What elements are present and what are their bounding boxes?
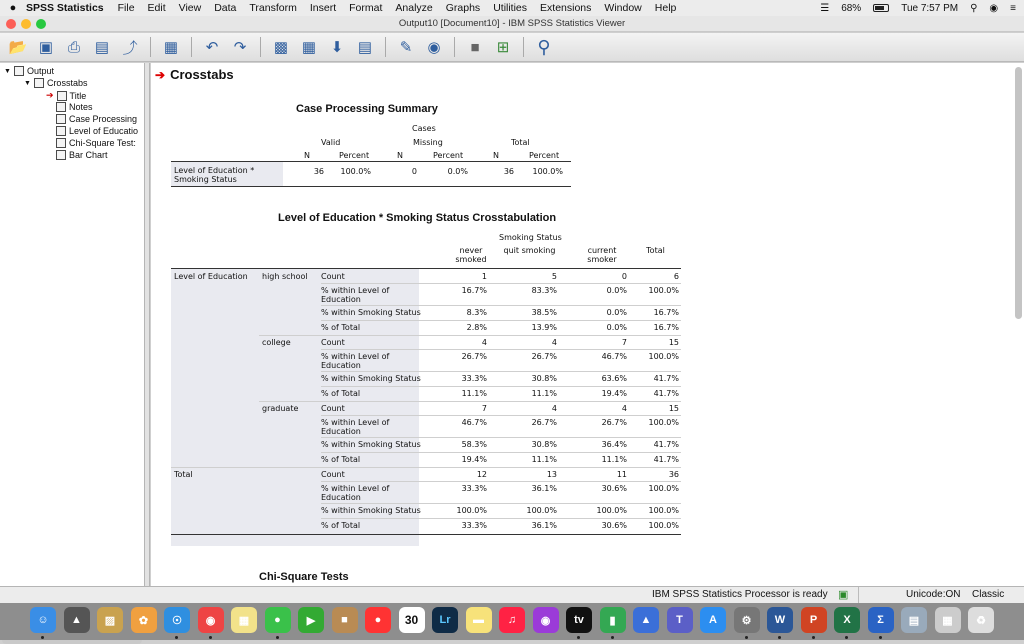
menu-edit[interactable]: Edit bbox=[147, 2, 166, 14]
row-divider bbox=[321, 518, 681, 519]
calendar-day: 30 bbox=[404, 613, 419, 627]
table-cell: 30.6% bbox=[601, 484, 627, 493]
section-heading: ➔ Crosstabs bbox=[155, 67, 234, 82]
table-cell: 0 bbox=[411, 167, 417, 176]
group-divider bbox=[259, 401, 681, 402]
group-label: high school bbox=[262, 272, 308, 281]
table-cell: 63.6% bbox=[601, 374, 627, 383]
output-book-icon bbox=[14, 66, 24, 76]
table-cell: 6 bbox=[673, 272, 679, 281]
table-cell: 4 bbox=[481, 338, 487, 347]
running-indicator bbox=[845, 636, 848, 639]
table-cell: 100.0% bbox=[648, 418, 679, 427]
table-cell: 100.0% bbox=[648, 484, 679, 493]
group-divider bbox=[259, 335, 681, 336]
stack-icon[interactable]: ▦ bbox=[935, 607, 961, 633]
outline-item-label: Level of Educatio bbox=[69, 126, 139, 136]
outline-item[interactable] bbox=[56, 138, 136, 148]
running-indicator bbox=[209, 636, 212, 639]
music-icon[interactable]: ♫ bbox=[499, 607, 525, 633]
table-cell: 26.7% bbox=[531, 352, 557, 361]
outline-item-label: Notes bbox=[69, 102, 93, 112]
menu-file[interactable]: File bbox=[117, 2, 135, 14]
row-divider bbox=[321, 320, 681, 321]
column-header: Total bbox=[646, 246, 665, 255]
running-indicator bbox=[41, 636, 44, 639]
table-cell: 33.3% bbox=[461, 374, 487, 383]
toolbar-separator bbox=[454, 37, 455, 57]
table-cell: 100.0% bbox=[648, 286, 679, 295]
tv-icon[interactable] bbox=[566, 607, 592, 633]
table-cell: 15 bbox=[668, 338, 679, 347]
column-subheader: Percent bbox=[339, 151, 370, 160]
statistic-label: Education bbox=[321, 295, 361, 304]
statistic-label: Count bbox=[321, 470, 345, 479]
menu-transform[interactable]: Transform bbox=[249, 2, 297, 14]
table-rule bbox=[171, 534, 681, 535]
spotlight-icon[interactable]: ⚲ bbox=[970, 2, 978, 14]
menu-graphs[interactable]: Graphs bbox=[445, 2, 481, 14]
menu-data[interactable]: Data bbox=[214, 2, 237, 14]
word-icon[interactable]: W bbox=[767, 607, 793, 633]
collapse-icon[interactable]: ■ bbox=[470, 38, 480, 56]
table-cell: 11.1% bbox=[531, 455, 557, 464]
menu-format[interactable]: Format bbox=[349, 2, 383, 14]
row-divider bbox=[321, 503, 681, 504]
statistic-label: % of Total bbox=[321, 323, 361, 332]
statistic-label: % within Level of bbox=[321, 286, 390, 295]
close-window-button[interactable] bbox=[6, 19, 16, 29]
column-subheader: N bbox=[304, 151, 310, 160]
running-indicator bbox=[778, 636, 781, 639]
launchpad-icon[interactable]: ▲ bbox=[64, 607, 90, 633]
table-cell: 2.8% bbox=[466, 323, 487, 332]
battery-icon[interactable] bbox=[873, 4, 889, 12]
finder-icon[interactable]: ☺ bbox=[30, 607, 56, 633]
table-cell: 41.7% bbox=[653, 455, 679, 464]
table-cell: 5 bbox=[551, 272, 557, 281]
redo-icon[interactable]: ↷ bbox=[233, 39, 247, 56]
menu-insert[interactable]: Insert bbox=[309, 2, 337, 14]
variables-icon[interactable]: ▤ bbox=[357, 39, 373, 56]
outline-crosstabs[interactable]: ▼ Crosstabs bbox=[24, 78, 88, 88]
statistic-label: % within Smoking Status bbox=[321, 308, 421, 317]
statistic-label: Education bbox=[321, 361, 361, 370]
minimize-window-button[interactable] bbox=[21, 19, 31, 29]
facetime-icon[interactable]: ▶ bbox=[298, 607, 324, 633]
table-cell: 13 bbox=[546, 470, 557, 479]
table-cell: 100.0% bbox=[648, 506, 679, 515]
outline-item[interactable] bbox=[56, 114, 137, 124]
table-cell: 26.7% bbox=[531, 418, 557, 427]
column-header: smoker bbox=[587, 255, 617, 264]
table-cell: 100.0% bbox=[596, 506, 627, 515]
table-cell: 19.4% bbox=[601, 389, 627, 398]
next-table-title: Chi-Square Tests bbox=[259, 571, 349, 583]
toolbar-separator bbox=[260, 37, 261, 57]
print-icon[interactable]: ⎙ bbox=[67, 38, 80, 56]
battery-percent: 68% bbox=[841, 2, 862, 14]
menu-window[interactable]: Window bbox=[604, 2, 642, 14]
table-cell: 16.7% bbox=[653, 308, 679, 317]
column-subheader: N bbox=[397, 151, 403, 160]
content-scrollbar[interactable] bbox=[1015, 67, 1022, 319]
table-cell: 4 bbox=[621, 404, 627, 413]
trash-icon[interactable]: ♻ bbox=[968, 607, 994, 633]
column-header: quit smoking bbox=[503, 246, 556, 255]
statistic-label: % of Total bbox=[321, 521, 361, 530]
row-variable-label: Level of Education bbox=[174, 272, 248, 281]
table-cell: 16.7% bbox=[653, 323, 679, 332]
status-bar bbox=[0, 586, 1024, 603]
outline-item[interactable] bbox=[56, 150, 108, 160]
column-subheader: N bbox=[493, 151, 499, 160]
keynote-icon[interactable]: ▲ bbox=[633, 607, 659, 633]
crosstab-title: Level of Education * Smoking Status Crosstabulation bbox=[278, 212, 557, 224]
statistic-label: % within Smoking Status bbox=[321, 506, 421, 515]
folder-book-icon bbox=[34, 78, 44, 88]
wifi-icon[interactable]: ☰ bbox=[820, 2, 830, 14]
table-cell: 11.1% bbox=[601, 455, 627, 464]
outline-item[interactable] bbox=[56, 102, 93, 112]
table-cell: 8.3% bbox=[466, 308, 487, 317]
toolbar bbox=[0, 33, 1024, 62]
table-cell: 36 bbox=[668, 470, 679, 479]
table-cell: 46.7% bbox=[601, 352, 627, 361]
unicode-status: Unicode:ON bbox=[906, 589, 961, 600]
menu-analyze[interactable]: Analyze bbox=[395, 2, 433, 14]
case-summary-title: Case Processing Summary bbox=[296, 103, 438, 115]
table-cell: 100.0% bbox=[648, 352, 679, 361]
statistic-label: % of Total bbox=[321, 455, 361, 464]
toolbar-separator bbox=[191, 37, 192, 57]
table-cell: 11.1% bbox=[461, 389, 487, 398]
group-divider bbox=[171, 467, 681, 468]
menu-extensions[interactable]: Extensions bbox=[540, 2, 592, 14]
podcasts-icon[interactable]: ◉ bbox=[533, 607, 559, 633]
table-cell: 7 bbox=[481, 404, 487, 413]
notification-center-icon[interactable]: ≡ bbox=[1010, 2, 1016, 14]
group-label: graduate bbox=[262, 404, 299, 413]
table-cell: 36 bbox=[313, 167, 324, 176]
calendar-icon[interactable] bbox=[399, 607, 425, 633]
table-cell: 15 bbox=[668, 404, 679, 413]
table-cell: 13.9% bbox=[531, 323, 557, 332]
menubar bbox=[0, 0, 1024, 16]
table-cell: 46.7% bbox=[461, 418, 487, 427]
outline-item-label: Bar Chart bbox=[69, 150, 108, 160]
chart-icon bbox=[56, 150, 66, 160]
table-cell: 26.7% bbox=[461, 352, 487, 361]
row-divider bbox=[321, 371, 681, 372]
column-group-header: Smoking Status bbox=[499, 233, 562, 242]
table-cell: 58.3% bbox=[461, 440, 487, 449]
disclosure-triangle-icon[interactable]: ▼ bbox=[24, 79, 31, 87]
menu-view[interactable]: View bbox=[178, 2, 202, 14]
statistic-label: Count bbox=[321, 272, 345, 281]
row-divider bbox=[321, 349, 681, 350]
outline-item-label: Chi-Square Test: bbox=[69, 138, 136, 148]
insert-output-icon[interactable]: ✎ bbox=[399, 39, 413, 56]
apple-icon[interactable]: ● bbox=[9, 2, 17, 14]
running-indicator bbox=[812, 636, 815, 639]
window-title: Output10 [Document10] - IBM SPSS Statistics Viewer bbox=[398, 18, 626, 29]
powerpoint-icon[interactable]: P bbox=[801, 607, 827, 633]
column-header: smoked bbox=[455, 255, 487, 264]
table-icon bbox=[56, 138, 66, 148]
window-titlebar bbox=[0, 16, 1024, 32]
outline-item-label: Title bbox=[69, 90, 87, 101]
outline-item[interactable] bbox=[46, 90, 86, 101]
group-label: college bbox=[262, 338, 291, 347]
contacts-icon[interactable]: ■ bbox=[332, 607, 358, 633]
statistic-label: % within Level of bbox=[321, 484, 390, 493]
spss-icon[interactable]: Σ bbox=[868, 607, 894, 633]
outline-pane bbox=[0, 63, 145, 586]
table-rule bbox=[171, 186, 571, 187]
table-cell: 1 bbox=[481, 272, 487, 281]
outline-item-label: Case Processing bbox=[69, 114, 138, 124]
table-cell: 33.3% bbox=[461, 484, 487, 493]
finder-window-icon[interactable]: ▤ bbox=[901, 607, 927, 633]
table-cell: 0.0% bbox=[447, 167, 468, 176]
open-icon[interactable]: 📂 bbox=[8, 39, 28, 56]
statistic-label: Count bbox=[321, 404, 345, 413]
stickies-icon[interactable]: ▦ bbox=[231, 607, 257, 633]
dock bbox=[0, 603, 1024, 640]
current-item-arrow-icon: ➔ bbox=[46, 90, 54, 100]
toolbar-separator bbox=[385, 37, 386, 57]
table-cell: 83.3% bbox=[531, 286, 557, 295]
table-cell: 30.8% bbox=[531, 440, 557, 449]
appstore-icon[interactable]: A bbox=[700, 607, 726, 633]
running-indicator bbox=[276, 636, 279, 639]
title-icon bbox=[57, 91, 67, 101]
system-preferences-icon[interactable]: ⚙ bbox=[734, 607, 760, 633]
messages-icon[interactable]: ● bbox=[265, 607, 291, 633]
column-group-header: Missing bbox=[413, 138, 443, 147]
statistic-label: % within Level of bbox=[321, 418, 390, 427]
output-content bbox=[151, 63, 1024, 586]
news-icon[interactable]: ● bbox=[365, 607, 391, 633]
table-cell: 100.0% bbox=[340, 167, 371, 176]
save-icon[interactable]: ▣ bbox=[38, 39, 54, 56]
table-cell: 16.7% bbox=[461, 286, 487, 295]
row-divider bbox=[321, 452, 681, 453]
mode-status: Classic bbox=[972, 589, 1005, 600]
statistic-label: % within Smoking Status bbox=[321, 440, 421, 449]
statistic-label: Education bbox=[321, 493, 361, 502]
outline-item[interactable] bbox=[56, 126, 138, 136]
row-divider bbox=[321, 283, 681, 284]
row-divider bbox=[321, 437, 681, 438]
goto-variable-icon[interactable]: ⬇ bbox=[330, 39, 344, 56]
cases-header: Cases bbox=[412, 124, 436, 133]
table-icon bbox=[56, 126, 66, 136]
table-cell: 41.7% bbox=[653, 440, 679, 449]
table-cell: 38.5% bbox=[531, 308, 557, 317]
menu-help[interactable]: Help bbox=[654, 2, 677, 14]
safari-icon[interactable]: ☉ bbox=[164, 607, 190, 633]
statistic-label: % within Level of bbox=[321, 352, 390, 361]
row-divider bbox=[321, 481, 681, 482]
chrome-icon[interactable]: ◉ bbox=[198, 607, 224, 633]
goto-case-icon[interactable]: ▦ bbox=[301, 39, 317, 56]
row-label: Level of Education * bbox=[174, 166, 255, 175]
export-icon[interactable]: ⤴ bbox=[122, 39, 138, 57]
table-cell: 100.0% bbox=[456, 506, 487, 515]
running-indicator bbox=[175, 636, 178, 639]
running-indicator bbox=[611, 636, 614, 639]
table-cell: 11 bbox=[616, 470, 627, 479]
expand-icon[interactable]: ⊞ bbox=[496, 39, 510, 56]
notes-icon bbox=[56, 102, 66, 112]
search-icon[interactable]: ⚲ bbox=[537, 36, 551, 57]
toolbar-separator bbox=[150, 37, 151, 57]
processor-ready-icon: ▣ bbox=[838, 589, 849, 601]
processor-status: IBM SPSS Statistics Processor is ready bbox=[652, 589, 828, 600]
column-subheader: Percent bbox=[529, 151, 560, 160]
table-cell: 100.0% bbox=[532, 167, 563, 176]
menu-utilities[interactable]: Utilities bbox=[493, 2, 528, 14]
zoom-window-button[interactable] bbox=[36, 19, 46, 29]
table-cell: 33.3% bbox=[461, 521, 487, 530]
lightroom-label: Lr bbox=[439, 614, 451, 626]
table-cell: 4 bbox=[551, 338, 557, 347]
table-cell: 36.4% bbox=[601, 440, 627, 449]
statistic-label: Count bbox=[321, 338, 345, 347]
excel-icon[interactable]: X bbox=[834, 607, 860, 633]
table-cell: 12 bbox=[476, 470, 487, 479]
row-divider bbox=[321, 386, 681, 387]
table-cell: 30.6% bbox=[601, 521, 627, 530]
table-cell: 26.7% bbox=[601, 418, 627, 427]
siri-icon[interactable]: ◉ bbox=[989, 2, 999, 14]
numbers-icon[interactable]: ▮ bbox=[600, 607, 626, 633]
preview-icon[interactable]: ▨ bbox=[97, 607, 123, 633]
table-cell: 11.1% bbox=[531, 389, 557, 398]
table-cell: 0 bbox=[621, 272, 627, 281]
table-cell: 19.4% bbox=[461, 455, 487, 464]
table-cell: 41.7% bbox=[653, 374, 679, 383]
undo-icon[interactable]: ↶ bbox=[205, 39, 219, 56]
toolbar-separator bbox=[523, 37, 524, 57]
running-indicator bbox=[745, 636, 748, 639]
table-cell: 36.1% bbox=[531, 521, 557, 530]
teams-icon[interactable]: T bbox=[667, 607, 693, 633]
total-row-label: Total bbox=[174, 470, 193, 479]
designate-window-icon[interactable]: ◉ bbox=[427, 39, 441, 56]
tv-label: tv bbox=[574, 614, 584, 626]
column-group-header: Total bbox=[511, 138, 530, 147]
running-indicator bbox=[879, 636, 882, 639]
table-cell: 36.1% bbox=[531, 484, 557, 493]
table-icon bbox=[56, 114, 66, 124]
table-cell: 0.0% bbox=[606, 286, 627, 295]
clock[interactable]: Tue 7:57 PM bbox=[901, 2, 959, 14]
column-group-header: Valid bbox=[321, 138, 341, 147]
row-divider bbox=[321, 415, 681, 416]
outline-root[interactable]: ▼ Output bbox=[4, 66, 54, 76]
table-cell: 100.0% bbox=[648, 521, 679, 530]
goto-data-icon[interactable]: ▩ bbox=[273, 39, 289, 56]
column-header: current bbox=[587, 246, 617, 255]
row-divider bbox=[321, 305, 681, 306]
recall-dialog-icon[interactable]: ▦ bbox=[163, 39, 179, 56]
app-menu[interactable]: SPSS Statistics bbox=[26, 2, 104, 14]
disclosure-triangle-icon[interactable]: ▼ bbox=[4, 67, 11, 75]
statistic-label: % of Total bbox=[321, 389, 361, 398]
pane-splitter[interactable] bbox=[145, 63, 150, 586]
table-cell: 0.0% bbox=[606, 323, 627, 332]
column-subheader: Percent bbox=[433, 151, 464, 160]
statistic-label: Education bbox=[321, 427, 361, 436]
photos-icon[interactable]: ✿ bbox=[131, 607, 157, 633]
table-cell: 30.8% bbox=[531, 374, 557, 383]
current-item-arrow-icon: ➔ bbox=[155, 67, 166, 82]
statistic-label: % within Smoking Status bbox=[321, 374, 421, 383]
lightroom-icon[interactable] bbox=[432, 607, 458, 633]
table-cell: 36 bbox=[503, 167, 514, 176]
row-label: Smoking Status bbox=[174, 175, 237, 184]
table-cell: 100.0% bbox=[526, 506, 557, 515]
status-divider bbox=[858, 587, 859, 603]
table-cell: 41.7% bbox=[653, 389, 679, 398]
table-cell: 7 bbox=[621, 338, 627, 347]
running-indicator bbox=[577, 636, 580, 639]
column-header: never bbox=[459, 246, 483, 255]
print-preview-icon[interactable]: ▤ bbox=[94, 39, 110, 56]
notes-icon[interactable]: ▬ bbox=[466, 607, 492, 633]
table-cell: 0.0% bbox=[606, 308, 627, 317]
table-cell: 4 bbox=[551, 404, 557, 413]
